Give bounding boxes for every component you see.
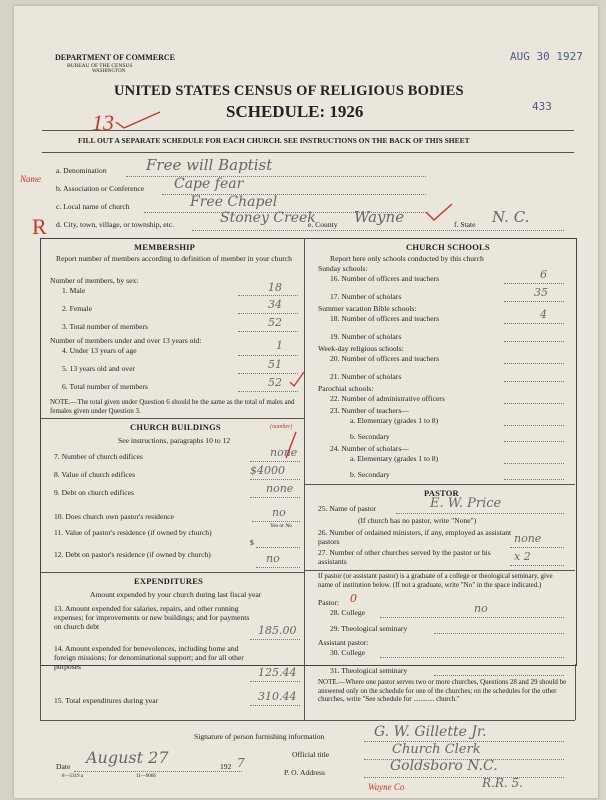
pastor-heading: PASTOR [424, 488, 459, 498]
q4-value: 1 [276, 339, 283, 352]
assistant-pastor-label: Assistant pastor: [318, 638, 369, 647]
q8-value: $4000 [250, 464, 285, 477]
association-value: Cape fear [174, 176, 244, 192]
q5-label: 5. 13 years old and over [62, 364, 135, 373]
form-number-2: 11—9066 [136, 774, 156, 779]
members-by-age: Number of members under and over 13 years old: [50, 336, 202, 345]
q19-label: 19. Number of scholars [330, 332, 402, 341]
official-title-label: Official title [292, 750, 330, 759]
q22-label: 22. Number of administrative officers [330, 394, 445, 403]
q27-label: 27. Number of other churches served by the pastor or his assistants [318, 548, 491, 566]
margin-note: Name [20, 174, 41, 184]
q9-value: none [266, 482, 294, 495]
q23-label: 23. Number of teachers— [330, 406, 409, 415]
stamp-number: 433 [532, 100, 552, 113]
q16-label: 16. Number of officers and teachers [330, 274, 440, 283]
q3-value: 52 [268, 316, 282, 329]
red-check-mark-members [288, 370, 306, 390]
local-name-label: c. Local name of church [56, 202, 130, 211]
official-title-value: Church Clerk [392, 742, 481, 757]
county-note: Wayne Co [368, 782, 405, 792]
q27-value: x 2 [514, 550, 531, 563]
received-date-stamp: AUG 30 1927 [510, 50, 583, 63]
red-check-mark [114, 110, 164, 132]
year-handwritten: 7 [237, 756, 245, 770]
signature-value: G. W. Gillette Jr. [374, 724, 487, 740]
association-label: b. Association or Conference [56, 184, 145, 193]
q7-value: none [270, 446, 298, 459]
signature-label: Signature of person furnishing information [194, 732, 325, 741]
q6-value: 52 [268, 376, 282, 389]
city-town-label: d. City, town, village, or township, etc. [56, 220, 175, 229]
q21-label: 21. Number of scholars [330, 372, 402, 381]
buildings-annotation: (number) [270, 424, 293, 430]
q24a-label: a. Elementary (grades 1 to 8) [350, 454, 439, 463]
q24-label: 24. Number of scholars— [330, 444, 409, 453]
pastor-sub-label: Pastor: [318, 598, 340, 607]
q25-label: 25. Name of pastor [318, 504, 377, 513]
q8-label: 8. Value of church edifices [54, 470, 136, 479]
expenditures-sub: Amount expended by your church during last fiscal year [90, 590, 262, 599]
college-note: If pastor (or assistant pastor) is a graduate of a college or theological seminary, give name of institution below. (If not a graduate, write "No" in the space indicated.) [318, 572, 553, 589]
bureau-label: BUREAU OF THE CENSUS [67, 63, 133, 69]
q25-note: (If church has no pastor, write "None") [358, 516, 477, 525]
q10-label: 10. Does church own pastor's residence [54, 512, 174, 521]
city-town-value: Stoney Creek [220, 210, 316, 226]
q13-value: 185.00 [258, 624, 297, 637]
department-label: DEPARTMENT OF COMMERCE [55, 53, 176, 62]
membership-sub: Report number of members according to definition of member in your church [56, 254, 292, 263]
red-number: 13 [92, 110, 114, 135]
q24b-label: b. Secondary [350, 470, 390, 479]
po-address-value: Goldsboro N.C. [390, 758, 498, 774]
local-name-value: Free Chapel [190, 194, 278, 210]
year-prefix: 192 [220, 762, 232, 771]
q18-label: 18. Number of officers and teachers [330, 314, 440, 323]
state-label: f. State [454, 220, 476, 229]
q20-label: 20. Number of officers and teachers [330, 354, 440, 363]
q14-value: 125.44 [258, 666, 297, 679]
weekday-schools-label: Week-day religious schools: [318, 344, 404, 353]
pastor-mark: 0 [350, 592, 357, 605]
q17-value: 35 [534, 286, 548, 299]
membership-heading: MEMBERSHIP [134, 242, 196, 252]
q2-value: 34 [268, 298, 282, 311]
rural-route: R.R. 5. [482, 776, 523, 790]
q12-value: no [266, 552, 280, 565]
q3-label: 3. Total number of members [62, 322, 149, 331]
buildings-heading: CHURCH BUILDINGS [130, 422, 221, 432]
q16-value: 6 [540, 268, 547, 281]
q15-value: 310.44 [258, 690, 297, 703]
q31-label: 31. Theological seminary [330, 666, 408, 675]
q1-label: 1. Male [62, 286, 86, 295]
schools-sub: Report here only schools conducted by this church [330, 254, 484, 263]
q13-label: 13. Amount expended for salaries, repairs, and other running expenses; for improvements or new buildings; and for payments on church debt [54, 604, 250, 631]
schedule-title: SCHEDULE: 1926 [226, 102, 364, 121]
q14-label: 14. Amount expended for benevolences, including home and foreign missions; for denominational support; and for all other purposes [54, 644, 244, 671]
schools-heading: CHURCH SCHOOLS [406, 242, 490, 252]
q30-label: 30. College [330, 648, 366, 657]
q26-value: none [514, 532, 542, 545]
q29-label: 29. Theological seminary [330, 624, 408, 633]
q26-label: 26. Number of ordained ministers, if any, employed as assistant pastors [318, 528, 512, 546]
parochial-schools-label: Parochial schools: [318, 384, 374, 393]
denomination-label: a. Denomination [56, 166, 107, 175]
buildings-sub: See instructions, paragraphs 10 to 12 [118, 436, 231, 445]
q17-label: 17. Number of scholars [330, 292, 402, 301]
date-label: Date [56, 762, 71, 771]
denomination-value: Free will Baptist [146, 156, 273, 174]
county-label: e. County [308, 220, 338, 229]
form-number: 8—5319 a [62, 774, 83, 779]
q10-value: no [272, 506, 286, 519]
q11-dollar: $ [250, 538, 254, 547]
q6-label: 6. Total number of members [62, 382, 149, 391]
membership-note: NOTE.—The total given under Question 6 should be the same as the total of males and females given under Question 3. [50, 398, 295, 415]
q25-value: E. W. Price [430, 496, 502, 511]
q23a-label: a. Elementary (grades 1 to 8) [350, 416, 439, 425]
date-value: August 27 [86, 748, 169, 767]
q15-label: 15. Total expenditures during year [54, 696, 159, 705]
q2-label: 2. Female [62, 304, 92, 313]
q5-value: 51 [268, 358, 282, 371]
q23b-label: b. Secondary [350, 432, 390, 441]
q4-label: 4. Under 13 years of age [62, 346, 137, 355]
red-slash-mark [280, 430, 302, 462]
city-label: WASHINGTON [92, 69, 126, 74]
pastor-note: NOTE.—Where one pastor serves two or more churches, Questions 28 and 29 should be answered only on the schedule for one of the churches; on the schedules for the other churches, write "See schedule for ............ church." [318, 678, 567, 703]
q28-value: no [474, 602, 488, 615]
census-schedule-page [14, 6, 598, 798]
members-by-sex: Number of members, by sex: [50, 276, 139, 285]
margin-r: R [32, 214, 47, 239]
q18-value: 4 [540, 308, 547, 321]
form-title: UNITED STATES CENSUS OF RELIGIOUS BODIES [114, 83, 464, 99]
q7-label: 7. Number of church edifices [54, 452, 143, 461]
po-address-label: P. O. Address [284, 768, 325, 777]
red-check-mark-state [424, 202, 454, 224]
sunday-schools-label: Sunday schools: [318, 264, 368, 273]
q1-value: 18 [268, 281, 282, 294]
summer-schools-label: Summer vacation Bible schools: [318, 304, 417, 313]
expenditures-heading: EXPENDITURES [134, 576, 203, 586]
q11-label: 11. Value of pastor's residence (if owned by church) [54, 528, 212, 537]
q9-label: 9. Debt on church edifices [54, 488, 134, 497]
q12-label: 12. Debt on pastor's residence (if owned by church) [54, 550, 211, 559]
state-value: N. C. [492, 208, 530, 226]
fill-instruction: FILL OUT A SEPARATE SCHEDULE FOR EACH CHURCH. SEE INSTRUCTIONS ON THE BACK OF THIS SHEET [78, 136, 470, 145]
county-value: Wayne [354, 208, 405, 226]
q28-label: 28. College [330, 608, 366, 617]
yes-no-hint: Yes or No [270, 523, 293, 529]
